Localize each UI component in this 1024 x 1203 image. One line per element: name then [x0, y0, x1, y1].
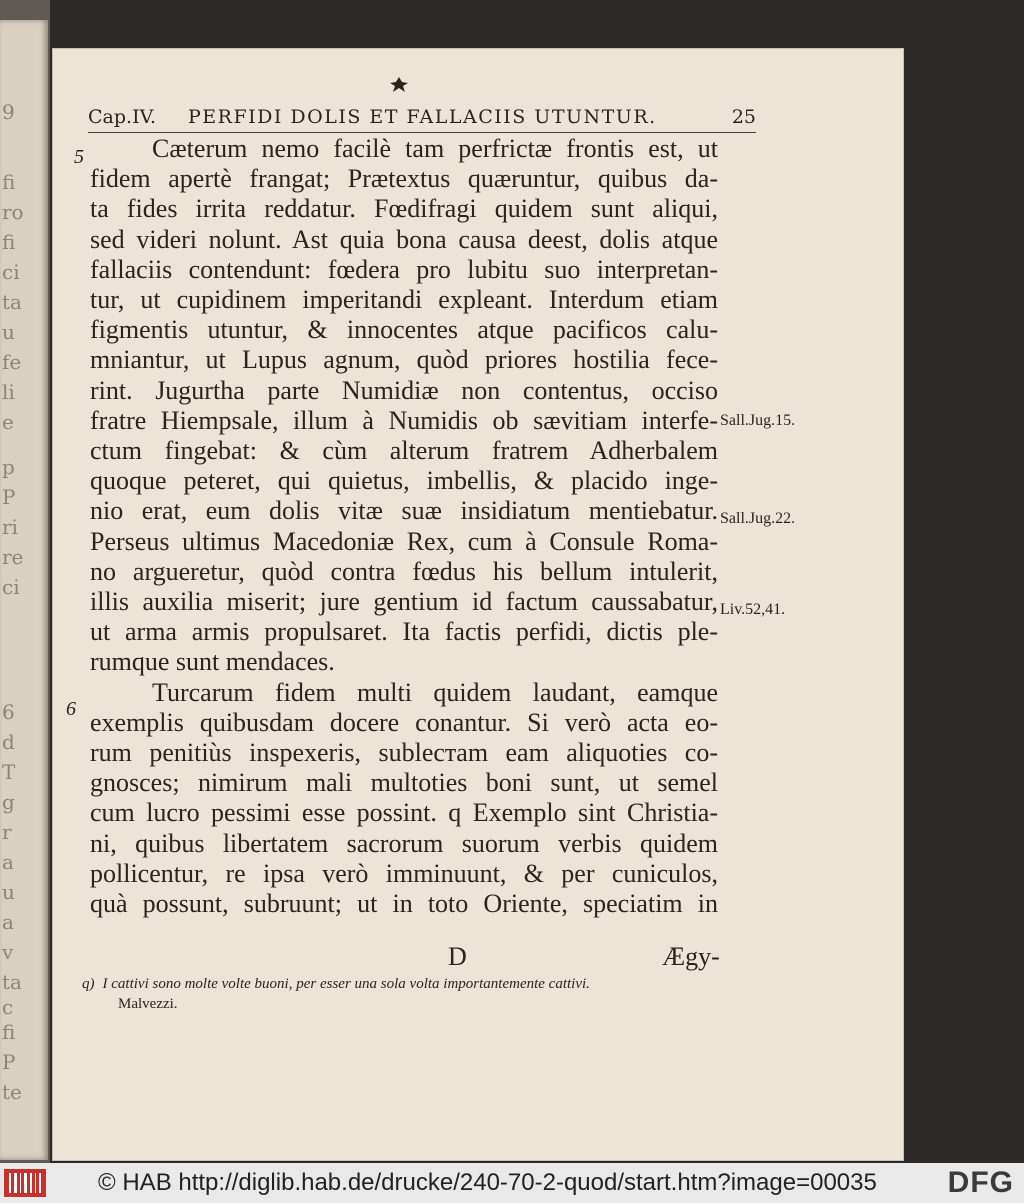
left-page-edge: [0, 0, 50, 1163]
text-line: Perseus ultimus Macedoniæ Rex, cum à Consule Roma-: [90, 526, 718, 556]
paragraph-number: 5: [74, 146, 84, 168]
left-page-fragment: d: [2, 730, 15, 754]
paragraph-number: 6: [66, 698, 76, 720]
barcode-icon: [4, 1169, 46, 1197]
text-line: ni, quibus libertatem sacrorum suorum verbis quidem: [90, 828, 718, 858]
left-page-fragment: li: [2, 380, 15, 404]
left-page-fragment: T: [2, 760, 16, 784]
text-line: Cæterum nemo facilè tam perfrictæ frontis est, ut: [152, 134, 718, 163]
left-page-fragment: P: [2, 1050, 16, 1074]
side-reference: Liv.52,41.: [720, 601, 786, 618]
text-line: ut arma armis propulsaret. Ita factis perfidi, dictis ple-: [90, 617, 718, 647]
text-line: ctum fingebat: & cùm alterum fratrem Adherbalem: [90, 436, 718, 466]
left-page-fragment: P: [2, 485, 16, 509]
text-line: cum lucro pessimi esse possint. q Exemplo sint Christia-: [90, 798, 718, 828]
left-page-fragment: a: [2, 850, 14, 874]
text-line: sed videri nolunt. Ast quia bona causa deest, dolis atque: [90, 224, 718, 254]
footnote: [82, 974, 762, 1014]
left-page-fragment: fi: [2, 170, 16, 194]
left-page-fragment: fi: [2, 1020, 16, 1044]
left-page-fragment: ta: [2, 290, 22, 314]
text-line: gnosces; nimirum mali multoties boni sunt, ut semel: [90, 768, 718, 798]
side-reference: Sall.Jug.22.: [720, 510, 796, 527]
ornament-icon: [388, 76, 410, 94]
left-page-fragment: g: [2, 790, 15, 814]
text-line: pollicentur, re ipsa verò imminuunt, & per cuniculos,: [90, 858, 718, 888]
dfg-logo: DFG: [947, 1166, 1014, 1199]
page-number: 25: [731, 106, 756, 128]
left-page-fragment: e: [2, 410, 14, 434]
left-page-fragment: ci: [2, 260, 20, 284]
credit-bar: [0, 1163, 1024, 1203]
book-page: [52, 48, 904, 1161]
left-page-fragment: fi: [2, 230, 16, 254]
left-page-fragment: v: [2, 940, 14, 964]
text-line: no argueretur, quòd contra fœdus his bellum intulerit,: [90, 556, 718, 586]
text-line: fratre Hiempsale, illum à Numidis ob sævitiam interfe-: [90, 405, 718, 435]
text-line: illis auxilia miserit; jure gentium id factum caussabatur,: [90, 587, 718, 617]
signature-mark: D: [448, 942, 467, 971]
left-page-fragment: p: [2, 455, 15, 479]
left-page-fragment: ri: [2, 515, 18, 539]
header-rule: [88, 132, 756, 133]
text-line: exemplis quibusdam docere conantur. Si verò acta eo-: [90, 707, 718, 737]
body-text: [90, 134, 718, 919]
text-line: rumque sunt mendaces.: [90, 647, 335, 677]
catchword: Ægy-: [662, 942, 720, 971]
text-line: tur, ut cupidinem imperitandi expleant. Interdum etiam: [90, 285, 718, 315]
left-page-fragment: ta: [2, 970, 22, 994]
text-line: nio erat, eum dolis vitæ suæ insidiatum mentiebatur.: [90, 496, 718, 526]
text-line: quà possunt, subruunt; ut in toto Oriente, speciatim in: [90, 889, 718, 919]
text-line: quoque peteret, qui quietus, imbellis, & placido inge-: [90, 466, 718, 496]
left-page-fragment: r: [2, 820, 12, 844]
left-page-fragment: te: [2, 1080, 22, 1104]
left-page-paper: [0, 20, 48, 1160]
left-page-fragment: c: [2, 995, 14, 1019]
left-page-fragment: 6: [2, 700, 15, 724]
footnote-mark: q): [82, 976, 95, 992]
left-page-fragment: u: [2, 320, 15, 344]
text-line: rum penitiùs inspexeris, subleстam eam aliquoties co-: [90, 738, 718, 768]
text-line: rint. Jugurtha parte Numidiæ non contentus, occiso: [90, 375, 718, 405]
text-line: mniantur, ut Lupus agnum, quòd priores hostilia fece-: [90, 345, 718, 375]
text-line: fidem apertè frangat; Prætextus quæruntur, quibus da-: [90, 164, 718, 194]
running-head: [88, 106, 756, 134]
footnote-author: Malvezzi.: [118, 996, 178, 1012]
text-line: figmentis utuntur, & innocentes atque pacificos calu-: [90, 315, 718, 345]
left-page-fragment: a: [2, 910, 14, 934]
chapter-label: Cap.IV.: [88, 106, 157, 128]
text-line: Turcarum fidem multi quidem laudant, eamque: [152, 677, 718, 707]
text-line: ta fides irrita reddatur. Fœdifragi quidem sunt aliqui,: [90, 194, 718, 224]
text-line: fallaciis contendunt: fœdera pro lubitu suo interpretan-: [90, 254, 718, 284]
left-page-fragment: 9: [2, 100, 15, 124]
page-title: PERFIDI DOLIS ET FALLACIIS UTUNTUR.: [188, 106, 657, 128]
left-page-fragment: fe: [2, 350, 22, 374]
side-reference: Sall.Jug.15.: [720, 412, 796, 429]
left-page-fragment: ro: [2, 200, 24, 224]
footnote-text: I cattivi sono molte volte buoni, per esser una sola volta importantemente cattivi.: [102, 976, 590, 992]
left-page-fragment: re: [2, 545, 24, 569]
left-page-fragment: u: [2, 880, 15, 904]
credit-link[interactable]: © HAB http://diglib.hab.de/drucke/240-70-2-quod/start.htm?image=00035: [98, 1169, 877, 1196]
left-page-fragment: ci: [2, 575, 20, 599]
